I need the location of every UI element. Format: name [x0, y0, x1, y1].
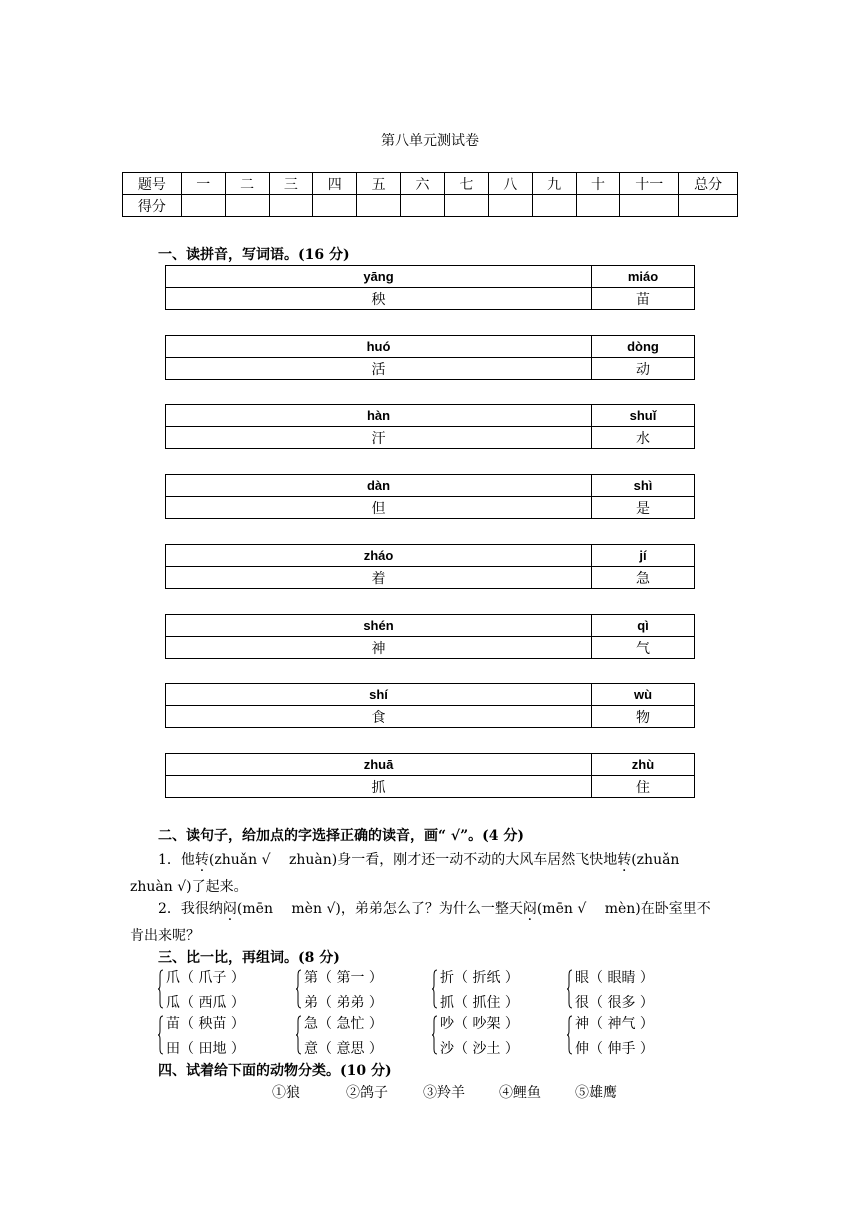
answer-cell[interactable]: 住 — [592, 776, 695, 798]
pinyin-cell: miáo — [592, 266, 695, 288]
answer-cell[interactable]: 活 — [166, 358, 592, 380]
brace-icon — [432, 1015, 438, 1055]
compare-group — [432, 967, 552, 1013]
compare-group — [432, 1013, 552, 1059]
table-cell: 题号 — [123, 173, 182, 195]
compare-word: 吵（ 吵架 ） — [440, 1016, 519, 1032]
pinyin-table — [165, 404, 695, 449]
score-input-cell[interactable] — [532, 195, 576, 217]
section-1-heading: 一、读拼音，写词语。(16 分) — [158, 247, 350, 263]
compare-word: 弟（ 弟弟 ） — [304, 995, 383, 1011]
compare-word: 神（ 神气 ） — [575, 1016, 654, 1032]
pinyin-cell: shuǐ — [592, 405, 695, 427]
pinyin-cell: jí — [592, 545, 695, 567]
score-input-cell[interactable] — [269, 195, 313, 217]
pinyin-table — [165, 474, 695, 519]
compare-group — [567, 1013, 687, 1059]
answer-cell[interactable]: 动 — [592, 358, 695, 380]
compare-group — [158, 1013, 278, 1059]
pinyin-table — [165, 335, 695, 380]
question-2-2-line-2: 肯出来呢？ — [130, 928, 200, 944]
table-cell: 得分 — [123, 195, 182, 217]
pinyin-table — [165, 753, 695, 798]
score-input-cell[interactable] — [401, 195, 445, 217]
answer-cell[interactable]: 苗 — [592, 288, 695, 310]
pinyin-cell: dàn — [166, 475, 592, 497]
answer-cell[interactable]: 物 — [592, 706, 695, 728]
score-input-cell[interactable] — [488, 195, 532, 217]
pinyin-table — [165, 614, 695, 659]
animal-item: ⑤雄鹰 — [575, 1085, 617, 1101]
animal-item: ④鲤鱼 — [499, 1085, 541, 1101]
pinyin-cell: huó — [166, 336, 592, 358]
answer-cell[interactable]: 神 — [166, 637, 592, 659]
question-text: 2．我很纳 — [158, 901, 223, 917]
score-input-cell[interactable] — [357, 195, 401, 217]
question-text: 1．他 — [158, 852, 195, 868]
score-input-cell[interactable] — [444, 195, 488, 217]
compare-group — [296, 967, 416, 1013]
pinyin-cell: yāng — [166, 266, 592, 288]
table-cell: 一 — [181, 173, 225, 195]
table-cell: 七 — [444, 173, 488, 195]
compare-group — [158, 967, 278, 1013]
answer-cell[interactable]: 水 — [592, 427, 695, 449]
brace-icon — [158, 1015, 164, 1055]
brace-icon — [296, 969, 302, 1009]
answer-cell[interactable]: 秧 — [166, 288, 592, 310]
table-cell: 二 — [225, 173, 269, 195]
answer-cell[interactable]: 抓 — [166, 776, 592, 798]
answer-cell[interactable]: 汗 — [166, 427, 592, 449]
compare-group — [567, 967, 687, 1013]
section-2-heading: 二、读句子，给加点的字选择正确的读音，画“ √”。(4 分) — [158, 828, 525, 844]
table-cell: 总分 — [679, 173, 738, 195]
score-table-score-row — [123, 195, 738, 217]
compare-word: 第（ 第一 ） — [304, 970, 383, 986]
question-text: (mēn √ mèn)在卧室里不 — [536, 901, 711, 917]
pinyin-table — [165, 544, 695, 589]
compare-word: 眼（ 眼睛 ） — [575, 970, 654, 986]
compare-word: 苗（ 秧苗 ） — [166, 1016, 245, 1032]
question-2-2-line-1 — [158, 898, 711, 918]
score-table — [122, 172, 738, 217]
question-text: (zhuǎn √ zhuàn)身一看，刚才还一动不动的大风车居然飞快地 — [208, 852, 618, 868]
pinyin-cell: hàn — [166, 405, 592, 427]
score-input-cell[interactable] — [181, 195, 225, 217]
pinyin-cell: zhù — [592, 754, 695, 776]
page-title: 第八单元测试卷 — [381, 133, 479, 149]
score-input-cell[interactable] — [225, 195, 269, 217]
table-cell: 十 — [576, 173, 620, 195]
table-cell: 三 — [269, 173, 313, 195]
question-text: (zhuǎn — [631, 852, 680, 868]
compare-word: 急（ 急忙 ） — [304, 1016, 383, 1032]
dotted-char: 转 — [617, 852, 632, 868]
dotted-char: 闷 — [522, 901, 537, 917]
compare-word: 田（ 田地 ） — [166, 1041, 245, 1057]
pinyin-cell: dòng — [592, 336, 695, 358]
score-input-cell[interactable] — [679, 195, 738, 217]
animal-item: ③羚羊 — [423, 1085, 465, 1101]
compare-word: 爪（ 爪子 ） — [166, 970, 245, 986]
table-cell: 五 — [357, 173, 401, 195]
compare-word: 伸（ 伸手 ） — [575, 1041, 654, 1057]
table-cell: 六 — [401, 173, 445, 195]
dotted-char: 转 — [194, 852, 209, 868]
answer-cell[interactable]: 食 — [166, 706, 592, 728]
compare-group — [296, 1013, 416, 1059]
table-cell: 八 — [488, 173, 532, 195]
answer-cell[interactable]: 着 — [166, 567, 592, 589]
question-text: (mēn mèn √)，弟弟怎么了？为什么一整天 — [236, 901, 523, 917]
score-table-header-row — [123, 173, 738, 195]
answer-cell[interactable]: 急 — [592, 567, 695, 589]
pinyin-cell: zhuā — [166, 754, 592, 776]
answer-cell[interactable]: 是 — [592, 497, 695, 519]
question-2-1-line-1 — [158, 849, 679, 869]
brace-icon — [567, 1015, 573, 1055]
section-3-heading: 三、比一比，再组词。(8 分) — [158, 950, 340, 966]
compare-word: 很（ 很多 ） — [575, 995, 654, 1011]
pinyin-cell: wù — [592, 684, 695, 706]
pinyin-table — [165, 265, 695, 310]
pinyin-table — [165, 683, 695, 728]
table-cell: 四 — [313, 173, 357, 195]
dotted-char: 闷 — [222, 901, 237, 917]
table-cell: 十一 — [620, 173, 679, 195]
compare-word: 瓜（ 西瓜 ） — [166, 995, 245, 1011]
score-input-cell[interactable] — [576, 195, 620, 217]
pinyin-cell: qì — [592, 615, 695, 637]
brace-icon — [296, 1015, 302, 1055]
question-2-1-line-2: zhuàn √)了起来。 — [130, 879, 248, 895]
pinyin-cell: shén — [166, 615, 592, 637]
compare-word: 抓（ 抓住 ） — [440, 995, 519, 1011]
compare-word: 折（ 折纸 ） — [440, 970, 519, 986]
compare-word: 意（ 意思 ） — [304, 1041, 383, 1057]
pinyin-cell: shí — [166, 684, 592, 706]
brace-icon — [158, 969, 164, 1009]
animal-item: ②鸽子 — [346, 1085, 388, 1101]
animal-item: ①狼 — [272, 1085, 300, 1101]
brace-icon — [432, 969, 438, 1009]
compare-word: 沙（ 沙土 ） — [440, 1041, 519, 1057]
pinyin-cell: shì — [592, 475, 695, 497]
section-4-heading: 四、试着给下面的动物分类。(10 分) — [158, 1063, 392, 1079]
brace-icon — [567, 969, 573, 1009]
score-input-cell[interactable] — [313, 195, 357, 217]
pinyin-cell: zháo — [166, 545, 592, 567]
score-input-cell[interactable] — [620, 195, 679, 217]
table-cell: 九 — [532, 173, 576, 195]
answer-cell[interactable]: 气 — [592, 637, 695, 659]
answer-cell[interactable]: 但 — [166, 497, 592, 519]
